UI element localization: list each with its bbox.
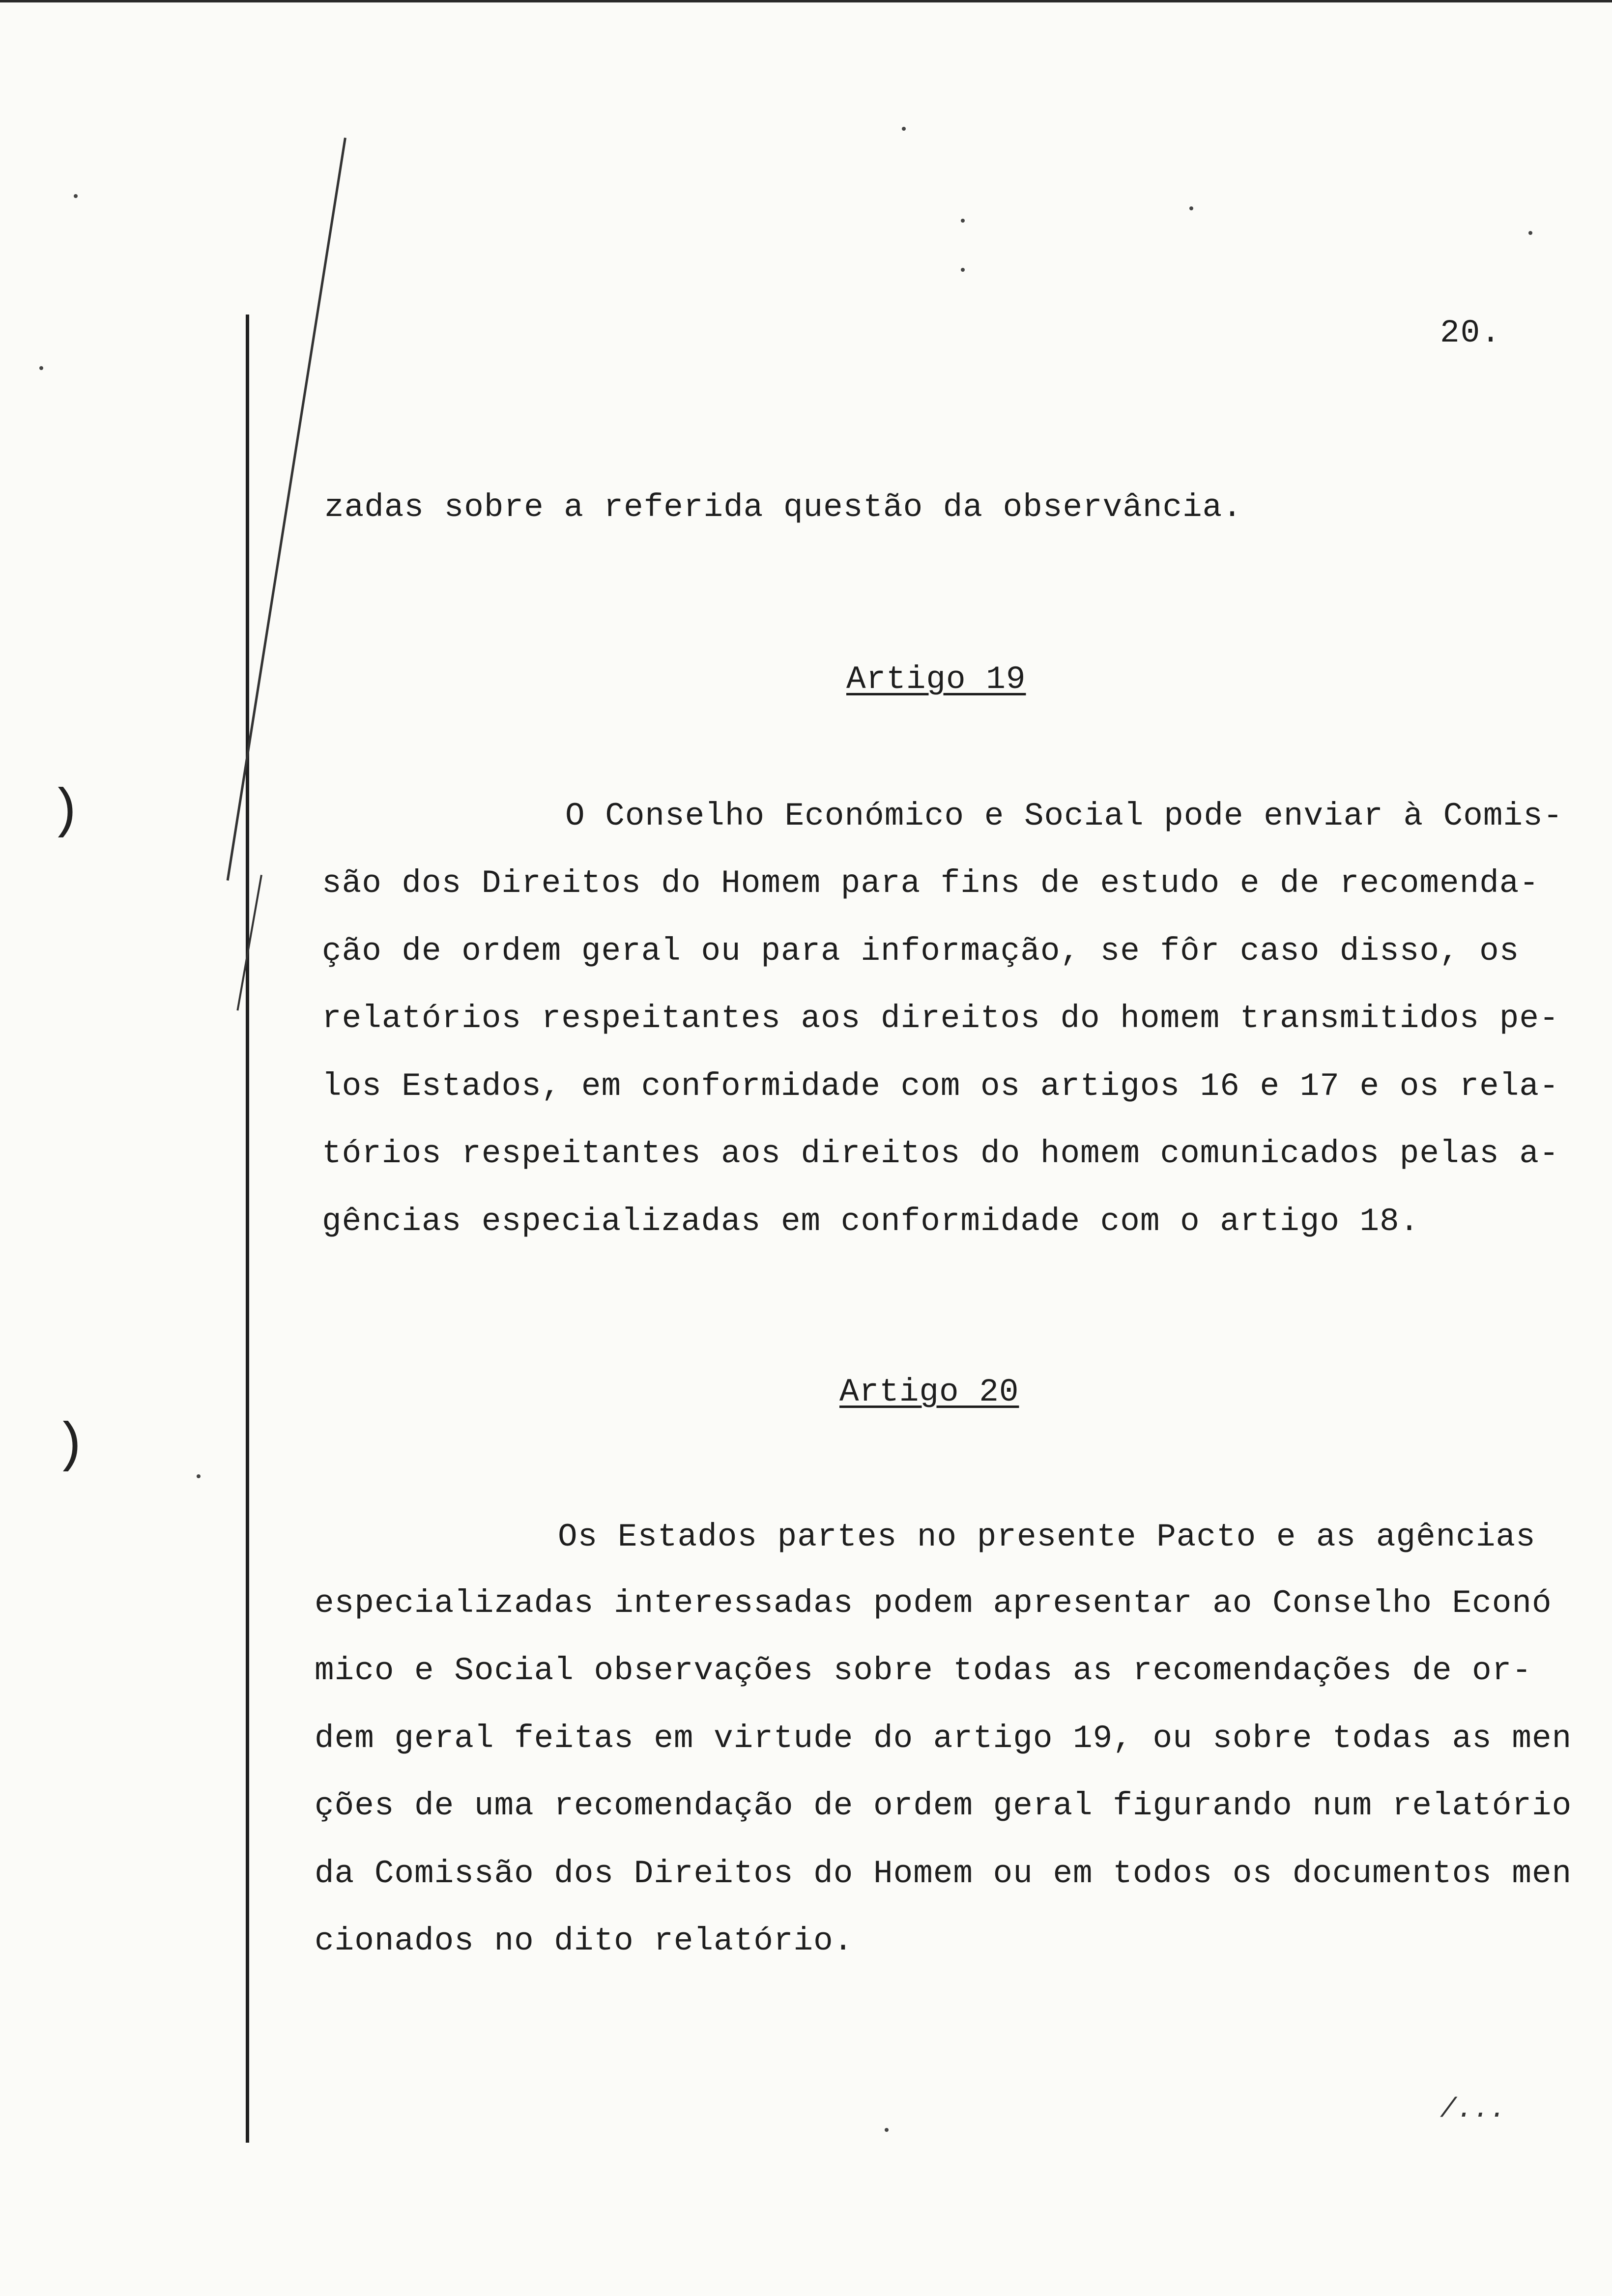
speck [197,1474,201,1478]
article-20-line: ções de uma recomendação de ordem geral figurando num relatório [315,1787,1572,1824]
article-20-line: Os Estados partes no presente Pacto e as agências [558,1519,1536,1555]
article-20-heading: Artigo 20 [839,1374,1019,1410]
article-19-heading: Artigo 19 [846,661,1026,698]
article-20-line: cionados no dito relatório. [315,1923,854,1959]
speck [1528,231,1532,235]
margin-line [246,315,249,2143]
article-19-line: ção de ordem geral ou para informação, se fôr caso disso, os [322,933,1520,970]
speck [961,219,965,223]
continuation-line: zadas sobre a referida questão da observância. [324,489,1242,526]
article-19-line: gências especializadas em conformidade com o artigo 18. [322,1203,1420,1240]
article-20-line: da Comissão dos Direitos do Homem ou em todos os documentos men [315,1855,1572,1892]
speck [961,268,965,272]
article-20-line: especializadas interessadas podem apresentar ao Conselho Econó [315,1585,1552,1622]
top-border [0,0,1612,2]
speck [1189,206,1193,210]
article-19-line: são dos Direitos do Homem para fins de estudo e de recomenda- [322,865,1539,902]
speck [885,2128,889,2132]
article-20-line: mico e Social observações sobre todas as recomendações de or- [315,1652,1532,1689]
hole-punch-mark-bottom: ) [54,1415,87,1477]
hole-punch-mark-top: ) [49,781,82,843]
article-20-line: dem geral feitas em virtude do artigo 19, ou sobre todas as men [315,1720,1572,1757]
article-19-line: los Estados, em conformidade com os artigos 16 e 17 e os rela- [322,1068,1559,1105]
article-19-line: relatórios respeitantes aos direitos do homem transmitidos pe- [322,1000,1559,1037]
article-19-line: O Conselho Económico e Social pode enviar à Comis- [565,798,1563,834]
pencil-stroke-lower [236,875,262,1010]
speck [39,366,43,370]
speck [902,127,906,131]
page-number: 20. [1440,315,1501,351]
speck [74,194,78,198]
article-19-line: tórios respeitantes aos direitos do homem comunicados pelas a- [322,1135,1559,1172]
continued-mark: /... [1440,2094,1506,2125]
